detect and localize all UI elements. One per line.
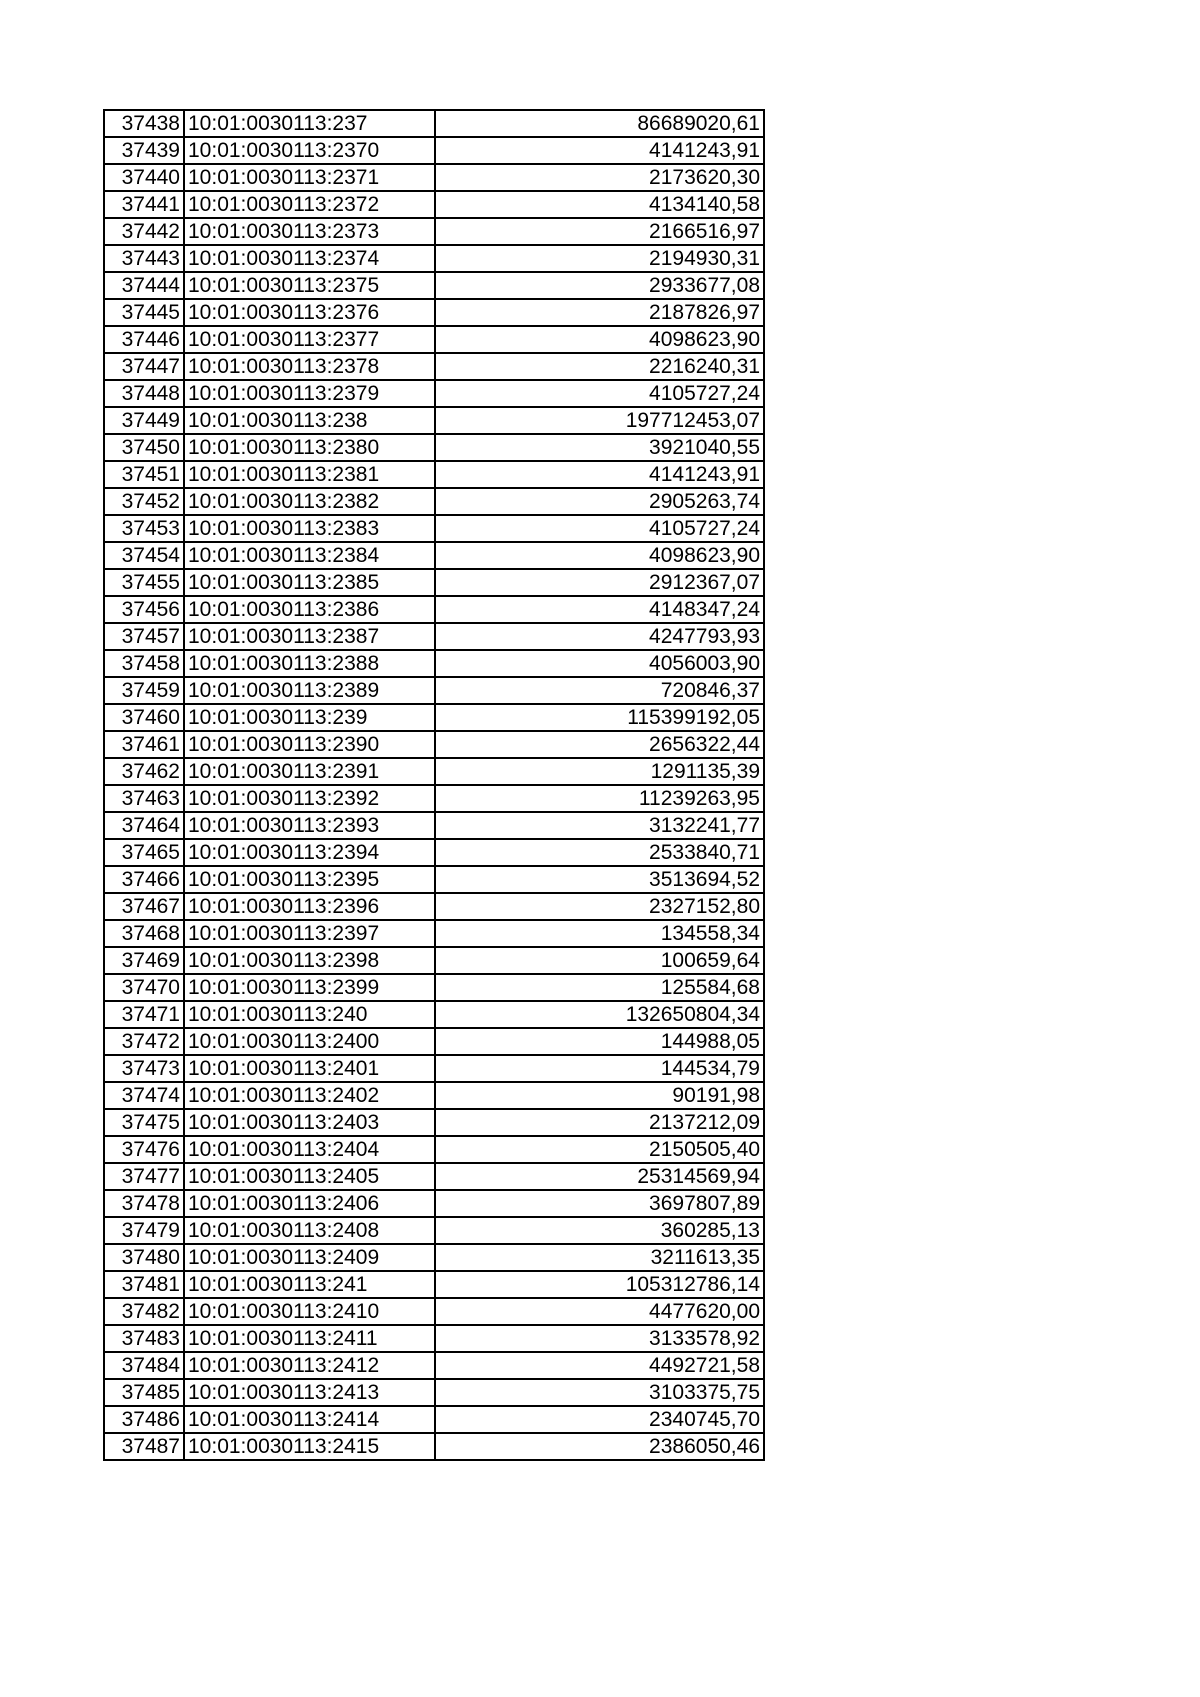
row-number-cell: 37481 — [104, 1271, 184, 1298]
cadastral-number-cell: 10:01:0030113:2373 — [184, 218, 435, 245]
value-cell: 2187826,97 — [435, 299, 764, 326]
cadastral-number-cell: 10:01:0030113:2399 — [184, 974, 435, 1001]
value-cell: 4134140,58 — [435, 191, 764, 218]
value-cell: 25314569,94 — [435, 1163, 764, 1190]
row-number-cell: 37460 — [104, 704, 184, 731]
row-number-cell: 37471 — [104, 1001, 184, 1028]
value-cell: 360285,13 — [435, 1217, 764, 1244]
value-cell: 197712453,07 — [435, 407, 764, 434]
cadastral-number-cell: 10:01:0030113:2402 — [184, 1082, 435, 1109]
cadastral-number-cell: 10:01:0030113:2396 — [184, 893, 435, 920]
value-cell: 1291135,39 — [435, 758, 764, 785]
value-cell: 86689020,61 — [435, 110, 764, 137]
row-number-cell: 37443 — [104, 245, 184, 272]
value-cell: 90191,98 — [435, 1082, 764, 1109]
value-cell: 2340745,70 — [435, 1406, 764, 1433]
table-row — [104, 1190, 764, 1217]
value-cell: 11239263,95 — [435, 785, 764, 812]
table-row — [104, 677, 764, 704]
row-number-cell: 37440 — [104, 164, 184, 191]
value-cell: 132650804,34 — [435, 1001, 764, 1028]
table-row — [104, 866, 764, 893]
row-number-cell: 37442 — [104, 218, 184, 245]
cadastral-number-cell: 10:01:0030113:2398 — [184, 947, 435, 974]
cadastral-number-cell: 10:01:0030113:2406 — [184, 1190, 435, 1217]
value-cell: 3103375,75 — [435, 1379, 764, 1406]
table-row — [104, 137, 764, 164]
row-number-cell: 37453 — [104, 515, 184, 542]
row-number-cell: 37473 — [104, 1055, 184, 1082]
value-cell: 2933677,08 — [435, 272, 764, 299]
row-number-cell: 37478 — [104, 1190, 184, 1217]
table-row — [104, 1136, 764, 1163]
table-row — [104, 1271, 764, 1298]
cadastral-number-cell: 10:01:0030113:2387 — [184, 623, 435, 650]
cadastral-number-cell: 10:01:0030113:2375 — [184, 272, 435, 299]
cadastral-number-cell: 10:01:0030113:2413 — [184, 1379, 435, 1406]
row-number-cell: 37469 — [104, 947, 184, 974]
table-row — [104, 164, 764, 191]
value-cell: 2137212,09 — [435, 1109, 764, 1136]
cadastral-number-cell: 10:01:0030113:2379 — [184, 380, 435, 407]
table-row — [104, 812, 764, 839]
cadastral-number-cell: 10:01:0030113:2415 — [184, 1433, 435, 1460]
cadastral-number-cell: 10:01:0030113:2412 — [184, 1352, 435, 1379]
cadastral-number-cell: 10:01:0030113:2389 — [184, 677, 435, 704]
row-number-cell: 37447 — [104, 353, 184, 380]
cadastral-number-cell: 10:01:0030113:2376 — [184, 299, 435, 326]
value-cell: 2912367,07 — [435, 569, 764, 596]
cadastral-number-cell: 10:01:0030113:2380 — [184, 434, 435, 461]
cadastral-number-cell: 10:01:0030113:2383 — [184, 515, 435, 542]
table-row — [104, 974, 764, 1001]
cadastral-number-cell: 10:01:0030113:2377 — [184, 326, 435, 353]
row-number-cell: 37441 — [104, 191, 184, 218]
table-row — [104, 380, 764, 407]
value-cell: 4477620,00 — [435, 1298, 764, 1325]
cadastral-number-cell: 10:01:0030113:2405 — [184, 1163, 435, 1190]
value-cell: 4148347,24 — [435, 596, 764, 623]
cadastral-number-cell: 10:01:0030113:2401 — [184, 1055, 435, 1082]
cadastral-number-cell: 10:01:0030113:2408 — [184, 1217, 435, 1244]
value-cell: 4492721,58 — [435, 1352, 764, 1379]
table-row — [104, 353, 764, 380]
row-number-cell: 37477 — [104, 1163, 184, 1190]
cadastral-number-cell: 10:01:0030113:2410 — [184, 1298, 435, 1325]
row-number-cell: 37455 — [104, 569, 184, 596]
table-row — [104, 1379, 764, 1406]
table-row — [104, 515, 764, 542]
cadastral-number-cell: 10:01:0030113:2374 — [184, 245, 435, 272]
cadastral-number-cell: 10:01:0030113:2382 — [184, 488, 435, 515]
row-number-cell: 37479 — [104, 1217, 184, 1244]
data-table — [103, 109, 765, 1461]
row-number-cell: 37450 — [104, 434, 184, 461]
row-number-cell: 37438 — [104, 110, 184, 137]
row-number-cell: 37463 — [104, 785, 184, 812]
row-number-cell: 37467 — [104, 893, 184, 920]
row-number-cell: 37475 — [104, 1109, 184, 1136]
table-row — [104, 461, 764, 488]
table-row — [104, 839, 764, 866]
table-row — [104, 326, 764, 353]
table-row — [104, 1352, 764, 1379]
row-number-cell: 37472 — [104, 1028, 184, 1055]
table-row — [104, 1325, 764, 1352]
value-cell: 3697807,89 — [435, 1190, 764, 1217]
row-number-cell: 37466 — [104, 866, 184, 893]
cadastral-number-cell: 10:01:0030113:2386 — [184, 596, 435, 623]
table-row — [104, 1217, 764, 1244]
cadastral-number-cell: 10:01:0030113:239 — [184, 704, 435, 731]
value-cell: 2656322,44 — [435, 731, 764, 758]
cadastral-number-cell: 10:01:0030113:2391 — [184, 758, 435, 785]
value-cell: 144988,05 — [435, 1028, 764, 1055]
value-cell: 4105727,24 — [435, 515, 764, 542]
table-row — [104, 758, 764, 785]
cadastral-number-cell: 10:01:0030113:2385 — [184, 569, 435, 596]
value-cell: 3211613,35 — [435, 1244, 764, 1271]
cadastral-number-cell: 10:01:0030113:2411 — [184, 1325, 435, 1352]
row-number-cell: 37464 — [104, 812, 184, 839]
cadastral-number-cell: 10:01:0030113:2378 — [184, 353, 435, 380]
table-row — [104, 893, 764, 920]
table-row — [104, 218, 764, 245]
table-row — [104, 920, 764, 947]
value-cell: 2166516,97 — [435, 218, 764, 245]
row-number-cell: 37457 — [104, 623, 184, 650]
cadastral-number-cell: 10:01:0030113:2381 — [184, 461, 435, 488]
row-number-cell: 37448 — [104, 380, 184, 407]
cadastral-number-cell: 10:01:0030113:238 — [184, 407, 435, 434]
row-number-cell: 37476 — [104, 1136, 184, 1163]
cadastral-number-cell: 10:01:0030113:241 — [184, 1271, 435, 1298]
cadastral-number-cell: 10:01:0030113:237 — [184, 110, 435, 137]
value-cell: 105312786,14 — [435, 1271, 764, 1298]
cadastral-number-cell: 10:01:0030113:2403 — [184, 1109, 435, 1136]
table-row — [104, 1028, 764, 1055]
value-cell: 3513694,52 — [435, 866, 764, 893]
value-cell: 3132241,77 — [435, 812, 764, 839]
cadastral-number-cell: 10:01:0030113:2372 — [184, 191, 435, 218]
value-cell: 2386050,46 — [435, 1433, 764, 1460]
row-number-cell: 37482 — [104, 1298, 184, 1325]
table-row — [104, 731, 764, 758]
row-number-cell: 37487 — [104, 1433, 184, 1460]
value-cell: 134558,34 — [435, 920, 764, 947]
row-number-cell: 37444 — [104, 272, 184, 299]
cadastral-number-cell: 10:01:0030113:2409 — [184, 1244, 435, 1271]
table-row — [104, 299, 764, 326]
cadastral-number-cell: 10:01:0030113:2392 — [184, 785, 435, 812]
row-number-cell: 37483 — [104, 1325, 184, 1352]
row-number-cell: 37465 — [104, 839, 184, 866]
value-cell: 4141243,91 — [435, 137, 764, 164]
row-number-cell: 37485 — [104, 1379, 184, 1406]
cadastral-number-cell: 10:01:0030113:2393 — [184, 812, 435, 839]
row-number-cell: 37461 — [104, 731, 184, 758]
cadastral-number-cell: 10:01:0030113:2414 — [184, 1406, 435, 1433]
table-row — [104, 1298, 764, 1325]
table-row — [104, 650, 764, 677]
value-cell: 2216240,31 — [435, 353, 764, 380]
value-cell: 4141243,91 — [435, 461, 764, 488]
cadastral-number-cell: 10:01:0030113:2400 — [184, 1028, 435, 1055]
value-cell: 100659,64 — [435, 947, 764, 974]
table-row — [104, 1433, 764, 1460]
row-number-cell: 37446 — [104, 326, 184, 353]
cadastral-number-cell: 10:01:0030113:2397 — [184, 920, 435, 947]
value-cell: 144534,79 — [435, 1055, 764, 1082]
table-row — [104, 596, 764, 623]
table-row — [104, 1082, 764, 1109]
table-row — [104, 272, 764, 299]
cadastral-number-cell: 10:01:0030113:2388 — [184, 650, 435, 677]
value-cell: 4098623,90 — [435, 542, 764, 569]
table-row — [104, 191, 764, 218]
table-row — [104, 1244, 764, 1271]
table-row — [104, 245, 764, 272]
table-row — [104, 1406, 764, 1433]
value-cell: 2533840,71 — [435, 839, 764, 866]
row-number-cell: 37458 — [104, 650, 184, 677]
row-number-cell: 37449 — [104, 407, 184, 434]
value-cell: 3921040,55 — [435, 434, 764, 461]
row-number-cell: 37474 — [104, 1082, 184, 1109]
row-number-cell: 37439 — [104, 137, 184, 164]
value-cell: 3133578,92 — [435, 1325, 764, 1352]
table-row — [104, 407, 764, 434]
cadastral-number-cell: 10:01:0030113:2371 — [184, 164, 435, 191]
value-cell: 4105727,24 — [435, 380, 764, 407]
table-body — [104, 110, 764, 1460]
row-number-cell: 37451 — [104, 461, 184, 488]
table-row — [104, 785, 764, 812]
table-row — [104, 1001, 764, 1028]
table-row — [104, 1109, 764, 1136]
table-row — [104, 488, 764, 515]
row-number-cell: 37462 — [104, 758, 184, 785]
cadastral-number-cell: 10:01:0030113:2390 — [184, 731, 435, 758]
cadastral-number-cell: 10:01:0030113:2370 — [184, 137, 435, 164]
cadastral-number-cell: 10:01:0030113:2395 — [184, 866, 435, 893]
row-number-cell: 37470 — [104, 974, 184, 1001]
row-number-cell: 37486 — [104, 1406, 184, 1433]
cadastral-number-cell: 10:01:0030113:240 — [184, 1001, 435, 1028]
row-number-cell: 37456 — [104, 596, 184, 623]
table-row — [104, 542, 764, 569]
cadastral-number-cell: 10:01:0030113:2394 — [184, 839, 435, 866]
row-number-cell: 37454 — [104, 542, 184, 569]
value-cell: 720846,37 — [435, 677, 764, 704]
table-row — [104, 110, 764, 137]
row-number-cell: 37484 — [104, 1352, 184, 1379]
row-number-cell: 37452 — [104, 488, 184, 515]
cadastral-number-cell: 10:01:0030113:2404 — [184, 1136, 435, 1163]
table-row — [104, 1163, 764, 1190]
row-number-cell: 37445 — [104, 299, 184, 326]
value-cell: 2150505,40 — [435, 1136, 764, 1163]
value-cell: 4056003,90 — [435, 650, 764, 677]
cadastral-number-cell: 10:01:0030113:2384 — [184, 542, 435, 569]
table-row — [104, 704, 764, 731]
table-row — [104, 569, 764, 596]
row-number-cell: 37468 — [104, 920, 184, 947]
value-cell: 125584,68 — [435, 974, 764, 1001]
value-cell: 2327152,80 — [435, 893, 764, 920]
value-cell: 2173620,30 — [435, 164, 764, 191]
value-cell: 2905263,74 — [435, 488, 764, 515]
table-row — [104, 1055, 764, 1082]
value-cell: 4247793,93 — [435, 623, 764, 650]
value-cell: 2194930,31 — [435, 245, 764, 272]
row-number-cell: 37459 — [104, 677, 184, 704]
table-row — [104, 434, 764, 461]
value-cell: 4098623,90 — [435, 326, 764, 353]
row-number-cell: 37480 — [104, 1244, 184, 1271]
value-cell: 115399192,05 — [435, 704, 764, 731]
table-row — [104, 623, 764, 650]
table-row — [104, 947, 764, 974]
